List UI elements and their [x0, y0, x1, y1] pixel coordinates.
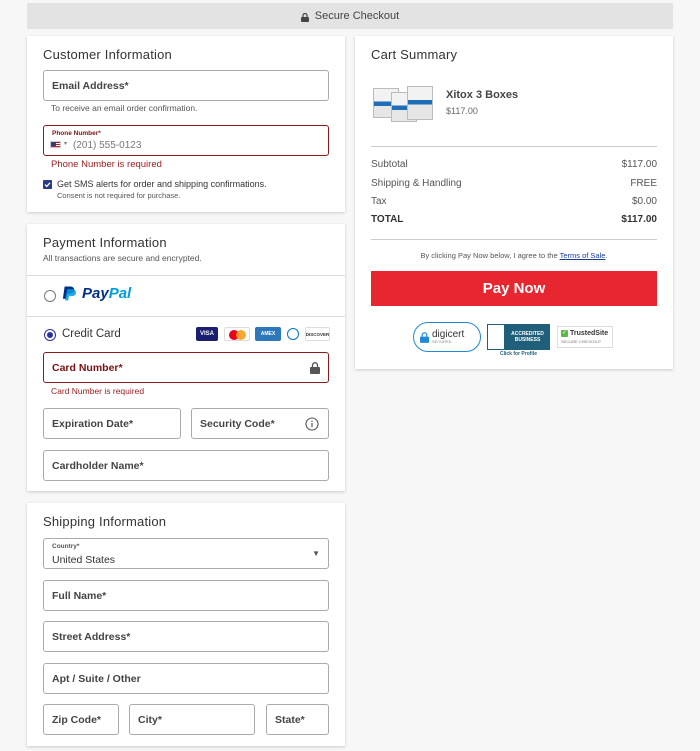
- bbb-line1: ACCREDITED: [511, 331, 544, 337]
- info-icon[interactable]: [305, 417, 319, 431]
- checkmark-icon: [43, 180, 52, 189]
- shipping-info-title: Shipping Information: [43, 514, 167, 529]
- pay-now-button[interactable]: Pay Now: [371, 271, 657, 306]
- subtotal-value: $117.00: [621, 159, 657, 170]
- terms-of-sale-link[interactable]: Terms of Sale: [559, 251, 606, 260]
- card-number-label: Card Number*: [52, 361, 123, 374]
- cart-summary-card: [355, 36, 673, 369]
- email-note: To receive an email order confirmation.: [51, 103, 198, 113]
- full-name-field[interactable]: [43, 580, 329, 611]
- divider: [27, 316, 345, 317]
- apt-suite-field[interactable]: [43, 663, 329, 694]
- phone-error: Phone Number is required: [51, 159, 162, 170]
- payment-info-title: Payment Information: [43, 235, 167, 250]
- security-code-field[interactable]: [191, 408, 329, 439]
- expiration-label: Expiration Date*: [52, 417, 134, 430]
- amex-icon: AMEX: [255, 327, 281, 341]
- paypal-option[interactable]: [62, 285, 131, 302]
- divider: [371, 146, 657, 147]
- expiration-date-field[interactable]: [43, 408, 181, 439]
- street-address-field[interactable]: [43, 621, 329, 652]
- sms-checkbox[interactable]: [43, 180, 52, 189]
- chevron-down-icon: ▼: [312, 549, 320, 558]
- product-image: [373, 82, 433, 124]
- customer-information-card: [27, 36, 345, 212]
- divider: [27, 275, 345, 276]
- bbb-profile-link[interactable]: Click for Profile: [500, 351, 537, 357]
- phone-placeholder: (201) 555-0123: [73, 140, 142, 151]
- security-code-label: Security Code*: [200, 417, 275, 430]
- shipping-information-card: [27, 503, 345, 746]
- trustedsite-label: TrustedSite: [570, 330, 609, 337]
- shipping-value: FREE: [630, 178, 657, 189]
- visa-icon: VISA: [196, 327, 218, 341]
- paypal-radio[interactable]: [44, 290, 56, 302]
- credit-card-radio[interactable]: [44, 329, 56, 341]
- paypal-logo-icon: [62, 285, 76, 302]
- total-row: [371, 214, 657, 225]
- street-address-label: Street Address*: [52, 630, 131, 643]
- state-label: State*: [275, 713, 305, 726]
- customer-info-title: Customer Information: [43, 47, 172, 62]
- phone-label: Phone Number*: [52, 130, 101, 137]
- digicert-badge[interactable]: [413, 322, 481, 352]
- sms-note: Consent is not required for purchase.: [57, 191, 181, 200]
- shipping-label: Shipping & Handling: [371, 178, 462, 189]
- card-number-field[interactable]: [43, 352, 329, 383]
- diners-club-icon: [285, 327, 301, 341]
- check-icon: ✓: [561, 330, 568, 336]
- total-value: $117.00: [621, 214, 657, 225]
- bbb-logo-icon: [487, 324, 505, 350]
- city-label: City*: [138, 713, 162, 726]
- total-label: TOTAL: [371, 214, 404, 225]
- digicert-label: digicert: [432, 329, 465, 340]
- sms-label: Get SMS alerts for order and shipping confirmations.: [57, 179, 267, 189]
- tax-value: $0.00: [631, 196, 657, 207]
- cart-summary-title: Cart Summary: [371, 47, 458, 62]
- subtotal-row: [371, 159, 657, 170]
- secure-checkout-bar: [27, 3, 673, 29]
- city-field[interactable]: [129, 704, 255, 735]
- divider: [371, 239, 657, 240]
- full-name-label: Full Name*: [52, 589, 107, 602]
- zip-code-label: Zip Code*: [52, 713, 101, 726]
- terms-agreement: By clicking Pay Now below, I agree to the Terms of Sale.: [420, 251, 608, 260]
- credit-card-label[interactable]: Credit Card: [62, 328, 121, 340]
- trustedsite-badge[interactable]: [557, 326, 613, 348]
- paypal-label: PayPal: [82, 285, 132, 302]
- cardholder-label: Cardholder Name*: [52, 459, 144, 472]
- us-flag-icon[interactable]: [50, 141, 61, 148]
- digicert-sub: SECURED: [432, 339, 452, 344]
- country-label: Country*: [52, 543, 80, 550]
- bbb-line2: BUSINESS: [514, 337, 541, 343]
- flag-dropdown-icon: ▾: [64, 141, 68, 147]
- lock-icon: [301, 13, 309, 22]
- discover-icon: DISCOVER: [305, 327, 330, 341]
- mastercard-icon: [224, 327, 250, 341]
- apt-suite-label: Apt / Suite / Other: [52, 672, 141, 685]
- state-field[interactable]: [266, 704, 329, 735]
- subtotal-label: Subtotal: [371, 159, 408, 170]
- product-name: Xitox 3 Boxes: [446, 89, 519, 101]
- card-number-error: Card Number is required: [51, 386, 145, 396]
- tax-label: Tax: [371, 196, 387, 207]
- trustedsite-sub: SECURE CHECKOUT: [561, 339, 602, 344]
- email-label: Email Address*: [52, 79, 129, 92]
- shipping-row: [371, 178, 657, 189]
- product-price: $117.00: [446, 106, 478, 116]
- zip-code-field[interactable]: [43, 704, 119, 735]
- country-select[interactable]: [43, 538, 329, 569]
- lock-icon: [310, 362, 320, 374]
- country-value: United States: [52, 554, 116, 566]
- email-field[interactable]: [43, 70, 329, 101]
- payment-information-card: [27, 224, 345, 491]
- secure-checkout-title: Secure Checkout: [314, 10, 400, 22]
- phone-field[interactable]: [43, 125, 329, 156]
- cardholder-name-field[interactable]: [43, 450, 329, 481]
- padlock-icon: [420, 332, 429, 343]
- payment-subtitle: All transactions are secure and encrypted.: [43, 253, 202, 263]
- tax-row: [371, 196, 657, 207]
- bbb-badge[interactable]: [487, 324, 550, 350]
